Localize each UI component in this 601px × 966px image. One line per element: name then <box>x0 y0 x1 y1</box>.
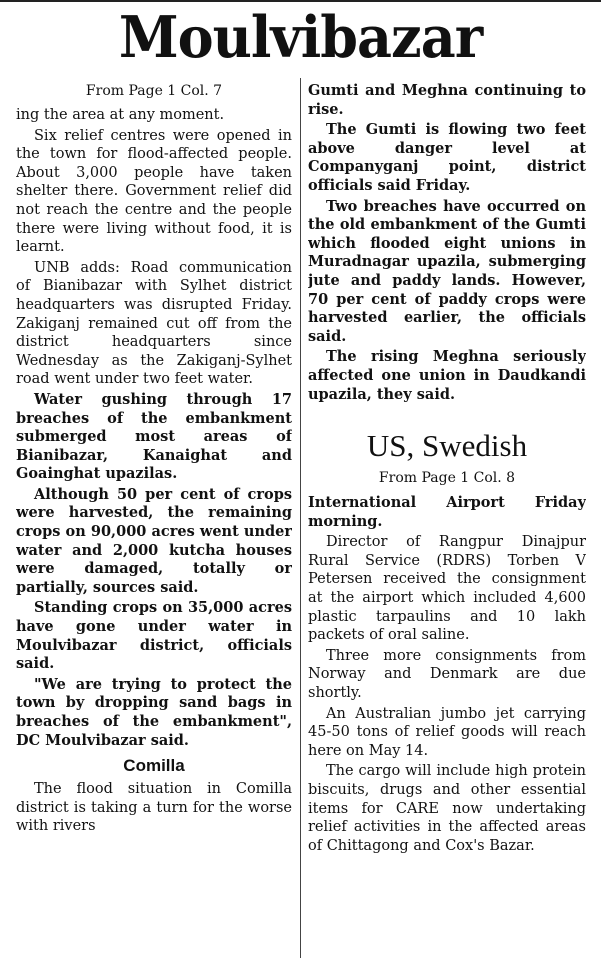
article-paragraph: An Australian jumbo jet carrying 45-50 tons of relief goods will reach here on May 14. <box>308 705 586 759</box>
article-paragraph: ing the area at any moment. <box>16 107 225 123</box>
article-paragraph: International Airport Friday morning. <box>308 494 586 530</box>
article-paragraph: Water gushing through 17 breaches of the embankment submerged most areas of Bianibazar, Kanaighat and Goainghat upazilas. <box>16 390 292 483</box>
article-paragraph: UNB adds: Road communication of Bianibazar with Sylhet district headquarters was disrupted Friday. Zakiganj remained cut off from the district headquarters since Wednesday as the Zakiganj-Sylhet road went under two feet water. <box>16 259 292 388</box>
article-paragraph: Although 50 per cent of crops were harvested, the remaining crops on 90,000 acres went under water and 2,000 kutcha houses were damaged, totally or partially, sources said. <box>16 485 292 596</box>
article-paragraph: The rising Meghna seriously affected one union in Daudkandi upazila, they said. <box>308 348 586 403</box>
article-paragraph: Three more consignments from Norway and Denmark are due shortly. <box>308 647 586 702</box>
right-column <box>308 82 586 966</box>
article-paragraph: "We are trying to protect the town by dropping sand bags in breaches of the embankment", DC Moulvibazar said. <box>16 675 292 749</box>
jump-line: From Page 1 Col. 7 <box>85 83 223 99</box>
article-paragraph: Director of Rangpur Dinajpur Rural Service (RDRS) Torben V Petersen received the consignment at the airport which included 4,600 plastic tarpaulins and 10 lakh packets of oral saline. <box>308 534 586 644</box>
article-paragraph: Gumti and Meghna continuing to rise. <box>308 82 586 118</box>
section-subhead: Comilla <box>123 756 185 776</box>
article-paragraph: The Gumti is flowing two feet above danger level at Companyganj point, district officials said Friday. <box>308 121 586 194</box>
article-paragraph: Six relief centres were opened in the town for flood-affected people. About 3,000 people have taken shelter there. Government relief did not reach the centre and the people there were living without food, it is learnt. <box>16 127 292 256</box>
left-column <box>16 78 292 966</box>
article-paragraph: The cargo will include high protein biscuits, drugs and other essential items for CARE now undertaking relief activities in the affected areas of Chittagong and Cox's Bazar. <box>308 763 586 854</box>
article-paragraph: The flood situation in Comilla district is taking a turn for the worse with rivers <box>16 781 292 835</box>
column-divider <box>300 78 301 958</box>
section-headline: US, Swedish <box>366 428 528 464</box>
masthead-headline: Moulvibazar <box>118 3 483 71</box>
article-paragraph: Two breaches have occurred on the old embankment of the Gumti which flooded eight unions in Muradnagar upazila, submerging jute and paddy lands. However, 70 per cent of paddy crops were harvested earlier, the officials said. <box>308 197 586 345</box>
article-paragraph: Standing crops on 35,000 acres have gone under water in Moulvibazar district, officials said. <box>16 599 292 673</box>
jump-line: From Page 1 Col. 8 <box>378 470 516 487</box>
